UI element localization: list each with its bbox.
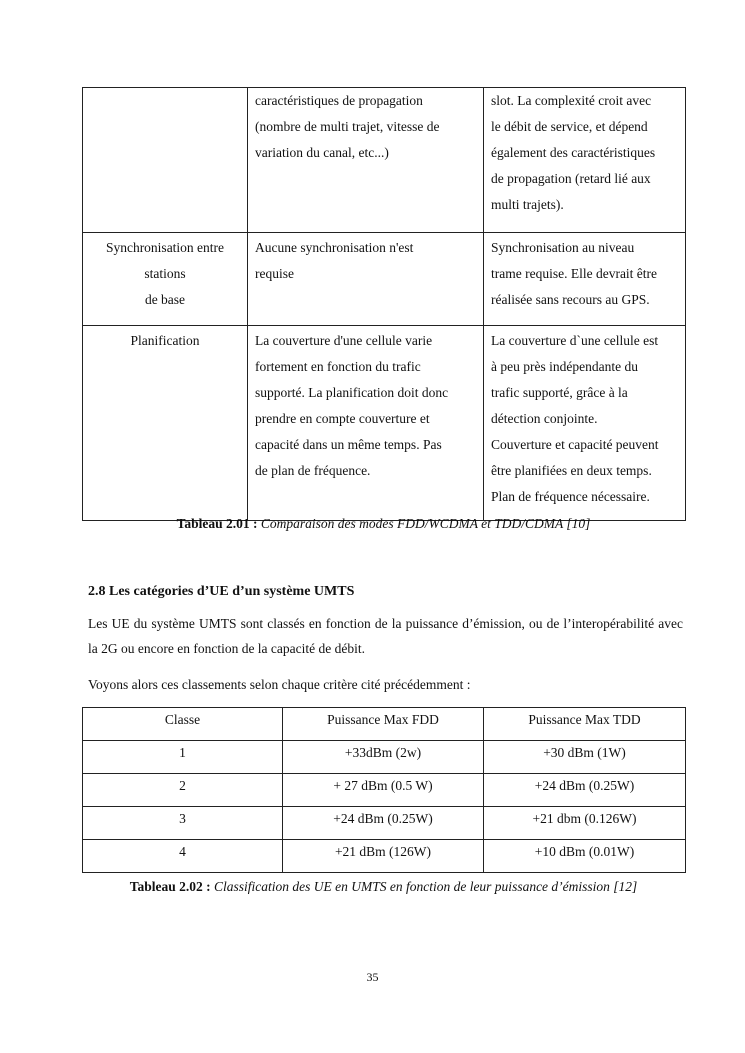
table-cell: +24 dBm (0.25W) bbox=[484, 774, 686, 807]
table2-caption bbox=[82, 879, 685, 895]
table-row bbox=[83, 807, 686, 840]
section-heading: 2.8 Les catégories d’UE d’un système UMTS bbox=[88, 584, 355, 599]
table1-caption bbox=[82, 516, 685, 532]
fdd-cell: caractéristiques de propagation (nombre de multi trajet, vitesse de variation du canal, etc...) bbox=[248, 88, 484, 233]
table-cell: +21 dBm (126W) bbox=[283, 840, 484, 873]
table-cell: 1 bbox=[83, 741, 283, 774]
caption-text: Comparaison des modes FDD/WCDMA et TDD/CDMA [10] bbox=[257, 516, 591, 531]
criterion-cell: Synchronisation entre stations de base bbox=[83, 233, 248, 326]
criterion-cell: Planification bbox=[83, 326, 248, 521]
criterion-cell bbox=[83, 88, 248, 233]
table-cell: + 27 dBm (0.5 W) bbox=[283, 774, 484, 807]
table-cell: +10 dBm (0.01W) bbox=[484, 840, 686, 873]
paragraph: Les UE du système UMTS sont classés en fonction de la puissance d’émission, ou de l’interopérabilité avec la 2G ou encore en fonction de la capacité de débit. bbox=[88, 616, 683, 656]
caption-label: Tableau 2.01 : bbox=[176, 516, 258, 531]
tdd-cell: Synchronisation au niveau trame requise. Elle devrait être réalisée sans recours au GPS. bbox=[484, 233, 686, 326]
table-cell: +33dBm (2w) bbox=[283, 741, 484, 774]
tdd-cell: slot. La complexité croit avec le débit de service, et dépend également des caractéristiques de propagation (retard lié aux multi trajets). bbox=[484, 88, 686, 233]
header-cell: Puissance Max TDD bbox=[484, 708, 686, 741]
table-cell: +24 dBm (0.25W) bbox=[283, 807, 484, 840]
fdd-cell: La couverture d'une cellule varie fortement en fonction du trafic supporté. La planification doit donc prendre en compte couverture et capacité dans un même temps. Pas de plan de fréquence. bbox=[248, 326, 484, 521]
table-cell: +21 dbm (0.126W) bbox=[484, 807, 686, 840]
caption-text: Classification des UE en UMTS en fonction de leur puissance d’émission [12] bbox=[210, 879, 638, 894]
ue-classes-table bbox=[82, 707, 686, 873]
tdd-cell: La couverture d`une cellule est à peu près indépendante du trafic supporté, grâce à la détection conjointe. Couverture et capacité peuvent être planifiées en deux temps. Plan de fréquence nécessaire. bbox=[484, 326, 686, 521]
table-row bbox=[83, 326, 686, 521]
page-number: 35 bbox=[366, 970, 379, 984]
fdd-cell: Aucune synchronisation n'est requise bbox=[248, 233, 484, 326]
table-header-row bbox=[83, 708, 686, 741]
table-row bbox=[83, 741, 686, 774]
table-row bbox=[83, 88, 686, 233]
table-row bbox=[83, 233, 686, 326]
table-row bbox=[83, 774, 686, 807]
paragraph: Voyons alors ces classements selon chaque critère cité précédemment : bbox=[88, 677, 471, 692]
comparison-table bbox=[82, 87, 686, 521]
table-cell: 2 bbox=[83, 774, 283, 807]
header-cell: Classe bbox=[83, 708, 283, 741]
caption-label: Tableau 2.02 : bbox=[129, 879, 211, 894]
table-cell: 4 bbox=[83, 840, 283, 873]
table-cell: +30 dBm (1W) bbox=[484, 741, 686, 774]
header-cell: Puissance Max FDD bbox=[283, 708, 484, 741]
table-row bbox=[83, 840, 686, 873]
table-cell: 3 bbox=[83, 807, 283, 840]
